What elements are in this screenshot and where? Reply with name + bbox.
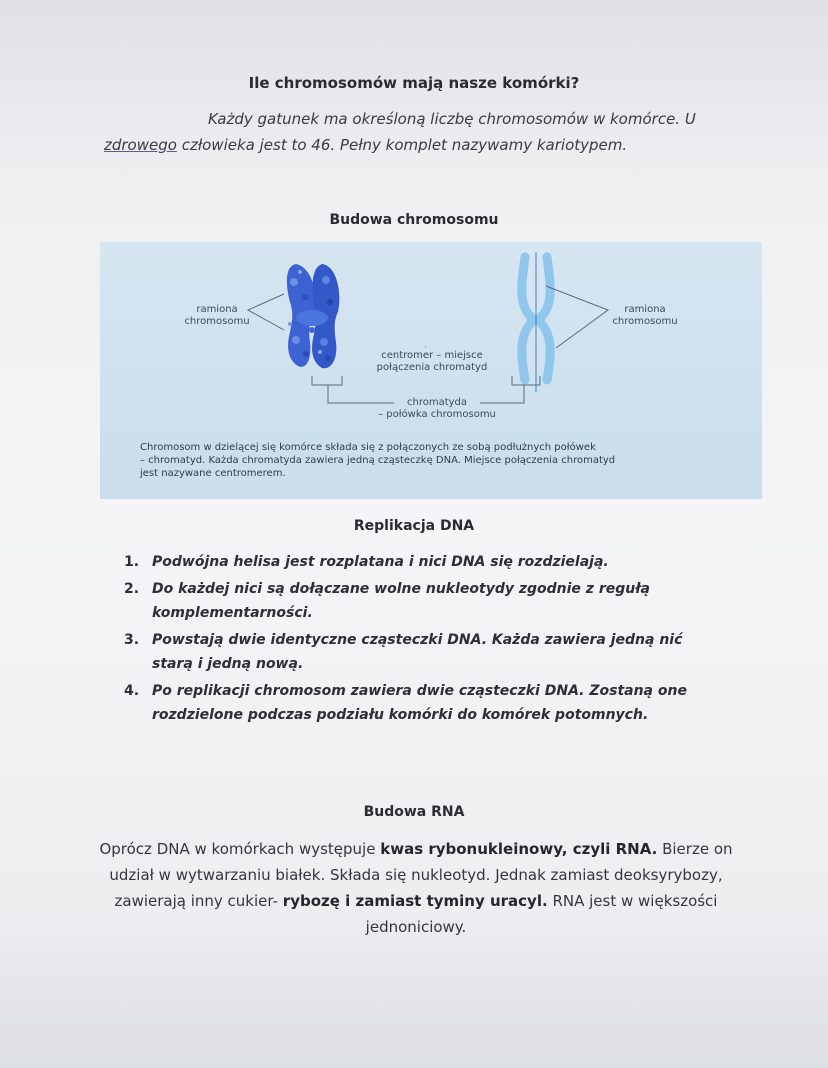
rna-bold-1: kwas rybonukleinowy, czyli RNA.	[380, 840, 658, 858]
label-centromere-line1: centromer – miejsce	[381, 350, 483, 361]
page-title: Ile chromosomów mają nasze komórki?	[248, 74, 580, 92]
list-item-number: 3.	[124, 632, 140, 648]
list-item	[124, 628, 724, 676]
label-centromere-line2: połączenia chromatyd	[376, 362, 488, 373]
list-item-text: Do każdej nici są dołączane wolne nukleotydy zgodnie z regułą komplementarności.	[152, 581, 650, 621]
replication-title: Replikacja DNA	[353, 518, 475, 534]
list-item	[124, 550, 724, 574]
rna-paragraph	[96, 836, 736, 940]
list-item-number: 4.	[124, 683, 140, 699]
list-item-text: Po replikacji chromosom zawiera dwie cząsteczki DNA. Zostaną one rozdzielone podczas podziału komórki do komórek potomnych.	[152, 683, 687, 723]
caption-line-3: jest nazywane centromerem.	[140, 468, 286, 479]
caption-line-2: – chromatyd. Każda chromatyda zawiera jedną cząsteczkę DNA. Miejsce połączenia chromatyd	[140, 455, 616, 466]
rna-text-2: Bierze on udział w wytwarzaniu białek. Składa się nukleotyd. Jednak zamiast deoksyrybozy, zawierają inny cukier-	[109, 840, 733, 910]
label-arms-left-line2: chromosomu	[184, 316, 250, 327]
list-item-number: 2.	[124, 581, 140, 597]
caption-line-1: Chromosom w dzielącej się komórce składa się z połączonych ze sobą podłużnych połówek	[140, 442, 596, 453]
rna-bold-2: rybozę i zamiast tyminy uracyl.	[282, 892, 548, 910]
list-item-text: Podwójna helisa jest rozplatana i nici DNA się rozdzielają.	[152, 554, 609, 570]
figure-caption	[140, 441, 700, 480]
label-arms-right-line1: ramiona	[624, 304, 666, 315]
intro-underlined-word: zdrowego	[104, 136, 177, 154]
chromosome-figure	[100, 242, 762, 499]
chromosome-diagram-right	[522, 252, 550, 392]
intro-paragraph	[104, 106, 734, 158]
intro-text-1: Każdy gatunek ma określoną liczbę chromosomów w komórce. U	[208, 110, 696, 128]
figure-title: Budowa chromosomu	[329, 212, 499, 228]
rna-text-1: Oprócz DNA w komórkach występuje	[99, 840, 381, 858]
rna-title: Budowa RNA	[363, 804, 465, 820]
label-arms-right-line2: chromosomu	[612, 316, 678, 327]
label-arms-left	[172, 304, 262, 328]
label-arms-left-line1: ramiona	[196, 304, 238, 315]
list-item	[124, 679, 724, 727]
rna-text-3: RNA jest w większości jednoniciowy.	[365, 892, 718, 936]
replication-steps-list	[124, 550, 724, 730]
list-item-number: 1.	[124, 554, 140, 570]
chromosome-photo-left	[287, 264, 340, 368]
list-item-text: Powstają dwie identyczne cząsteczki DNA. Każda zawiera jedną nić starą i jedną nową.	[152, 632, 683, 672]
label-arms-right	[600, 304, 690, 328]
label-chromatid-line2: – połówka chromosomu	[378, 409, 496, 420]
label-centromere	[362, 350, 502, 374]
list-item	[124, 577, 724, 625]
intro-text-2: człowieka jest to 46. Pełny komplet nazywamy kariotypem.	[176, 136, 628, 154]
label-chromatid-line1: chromatyda	[406, 397, 468, 408]
label-chromatid	[372, 397, 502, 421]
